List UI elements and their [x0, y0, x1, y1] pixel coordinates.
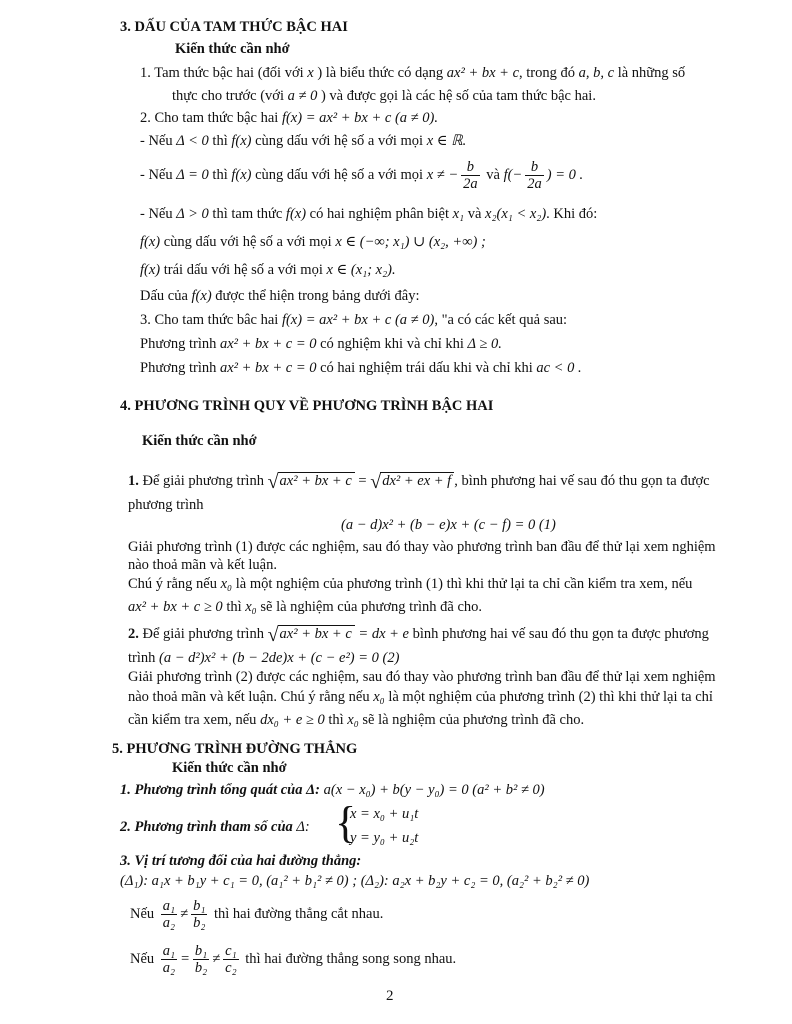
sec4-para2-line4: nào thoả mãn và kết luận. Chú ý rằng nếu x₀ là một nghiệm của phương trình (2) thì khi thử lại ta chỉ [128, 689, 713, 705]
sec3-line-3: 2. Cho tam thức bậc hai f(x) = ax² + bx + c (a ≠ 0). [140, 110, 438, 126]
sec3-line-1: 1. Tam thức bậc hai (đối với x ) là biểu thức có dạng ax² + bx + c, trong đó a, b, c là những số [140, 65, 686, 81]
section-3-subtitle: Kiến thức cần nhớ [175, 41, 290, 57]
fraction-b-2a-arg: $\frac{b}{2a}$ [527, 159, 542, 193]
fraction-b1-b2: $\frac{\text{b₁}}{\text{b₂}}$ [193, 898, 206, 932]
fraction-c1-c2: $\frac{\text{c₁}}{\text{c₂}}$ [225, 943, 237, 977]
sec4-para1-line4: nào thoả mãn và kết luận. [128, 557, 277, 573]
fraction-a1-a2: $\frac{\text{a₁}}{\text{a₂}}$ [162, 898, 176, 932]
sec4-para1-line3: Giải phương trình (1) được các nghiệm, sau đó thay vào phương trình ban đầu để thử lại xem nghiệm [128, 539, 716, 555]
param-row-2: y = y₀ + u₂t [350, 830, 419, 846]
page-number: 2 [386, 988, 394, 1004]
fraction-b-2a: $\frac{b}{2a}$ [463, 159, 478, 193]
sec5-item-1: 1. Phương trình tổng quát của Δ: a(x − x₀) + b(y − y₀) = 0 (a² + b² ≠ 0) [120, 782, 545, 798]
sec3-line-10: 3. Cho tam thức bâc hai f(x) = ax² + bx + c (a ≠ 0), "a có các kết quả sau: [140, 312, 568, 328]
section-4-title: 4. PHƯƠNG TRÌNH QUY VỀ PHƯƠNG TRÌNH BẬC HAI [120, 398, 494, 414]
sec4-para1-line1: 1. Để giải phương trình √ax² + bx + c = √dx² + ex + f , bình phương hai vế sau đó thu gọn ta được [128, 471, 710, 493]
sec3-line-12: Phương trình ax² + bx + c = 0 có hai nghiệm trái dấu khi và chỉ khi ac < 0 . [140, 360, 582, 376]
sec5-item-3: 3. Vị trí tương đối của hai đường thẳng: [120, 853, 362, 869]
sec5-condition-1: Nếu $\frac{\text{a₁}}{\text{a₂}}$ ≠ $\frac{\text{b₁}}{\text{b₂}}$ thì hai đường thẳng cắt nhau. [130, 898, 384, 932]
sec5-condition-2: Nếu $\frac{\text{a₁}}{\text{a₂}}$ = $\frac{\text{b₁}}{\text{b₂}}$ ≠ $\frac{\text{c₁}}{\text{c₂}}$ thì hai đường thẳng song song nhau. [130, 943, 457, 977]
sec3-line-9: Dấu của f(x) được thể hiện trong bảng dưới đây: [140, 288, 420, 304]
sec3-line-11: Phương trình ax² + bx + c = 0 có nghiệm khi và chỉ khi Δ ≥ 0. [140, 336, 502, 352]
sec4-para2-line5: cần kiểm tra xem, nếu dx₀ + e ≥ 0 thì x₀ sẽ là nghiệm của phương trình đã cho. [128, 712, 585, 728]
sec4-para1-line6: ax² + bx + c ≥ 0 thì x₀ sẽ là nghiệm của phương trình đã cho. [128, 599, 483, 615]
system-brace: { [335, 798, 357, 847]
section-5-subtitle: Kiến thức cần nhớ [172, 760, 287, 776]
section-4-subtitle: Kiến thức cần nhớ [142, 433, 257, 449]
sec4-para2-line2: trình (a − d²)x² + (b − 2de)x + (c − e²) = 0 (2) [128, 650, 400, 666]
section-5-title: 5. PHƯƠNG TRÌNH ĐƯỜNG THẲNG [112, 741, 358, 757]
sec4-para1-line5: Chú ý rằng nếu x₀ là một nghiệm của phương trình (1) thì khi thử lại ta chỉ cần kiểm tra xem, nếu [128, 576, 693, 592]
sec4-para2-line3: Giải phương trình (2) được các nghiệm, sau đó thay vào phương trình ban đầu để thử lại xem nghiệm [128, 669, 716, 685]
fraction-a1-a2-parallel: $\frac{\text{a₁}}{\text{a₂}}$ [162, 943, 176, 977]
sec3-line-2: thực cho trước (với a ≠ 0 ) và được gọi là các hệ số của tam thức bậc hai. [172, 88, 596, 104]
sec3-line-6: - Nếu Δ > 0 thì tam thức f(x) có hai nghiệm phân biệt x₁ và x₂(x₁ < x₂). Khi đó: [140, 206, 598, 222]
section-3-title: 3. DẤU CỦA TAM THỨC BẬC HAI [120, 19, 348, 35]
sec5-item-2: 2. Phương trình tham số của Δ: [120, 819, 310, 835]
sec4-para2-line1: 2. Để giải phương trình √ax² + bx + c = dx + e bình phương hai vế sau đó thu gọn ta được phương [128, 624, 709, 646]
fraction-b1-b2-parallel: $\frac{\text{b₁}}{\text{b₂}}$ [194, 943, 208, 977]
sec4-para1-line2: phương trình [128, 497, 204, 513]
sec3-line-5: - Nếu Δ = 0 thì f(x) cùng dấu với hệ số a với mọi x ≠ − $\frac{b}{2a}$ và f(− $\frac{b}{2a}$ ) = 0 . [140, 159, 584, 193]
param-row-1: x = x₀ + u₁t [350, 806, 419, 822]
equation-1: (a − d)x² + (b − e)x + (c − f) = 0 (1) [341, 517, 556, 533]
sec5-two-lines: (Δ₁): a₁x + b₁y + c₁ = 0, (a₁² + b₁² ≠ 0) ; (Δ₂): a₂x + b₂y + c₂ = 0, (a₂² + b₂² ≠ 0) [120, 873, 590, 889]
sec3-line-7: f(x) cùng dấu với hệ số a với mọi x ∈ (−∞; x₁) ∪ (x₂, +∞) ; [140, 234, 486, 250]
sec3-line-4: - Nếu Δ < 0 thì f(x) cùng dấu với hệ số a với mọi x ∈ ℝ. [140, 133, 467, 149]
sec3-line-8: f(x) trái dấu với hệ số a với mọi x ∈ (x₁; x₂). [140, 262, 396, 278]
